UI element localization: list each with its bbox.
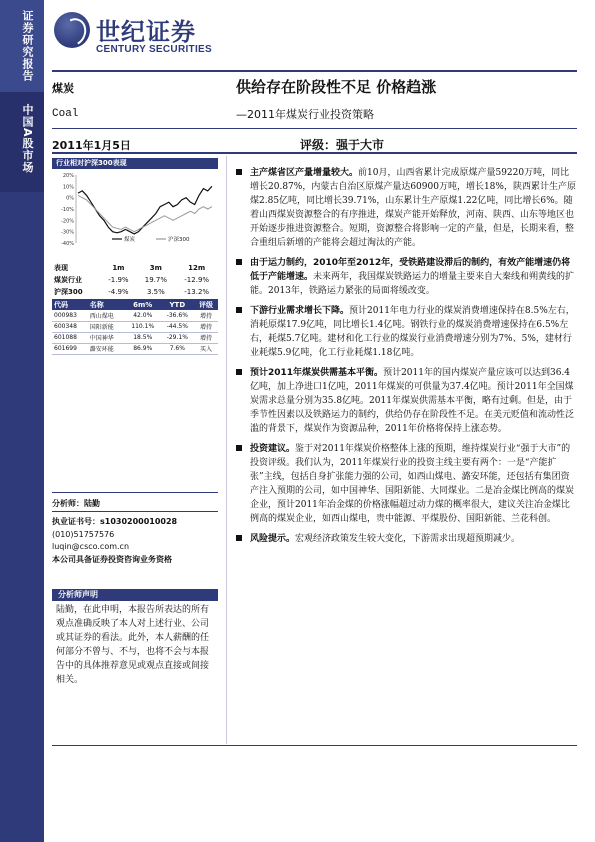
chart-series-line — [78, 186, 212, 234]
table-row — [52, 310, 218, 321]
bullet-text: 宏观经济政策发生较大变化，下游需求出现超预期减少。 — [295, 534, 521, 544]
header-mid-rule — [52, 128, 577, 129]
stock-cell: 买入 — [194, 343, 218, 354]
chart-y-tick-label: -20% — [61, 218, 74, 225]
chart-y-tick-label: -10% — [61, 207, 74, 213]
list-item — [236, 256, 576, 298]
header-bottom-rule — [52, 152, 577, 154]
stock-cell: 110.1% — [125, 321, 161, 332]
stock-cell: 增持 — [194, 332, 218, 343]
performance-header-row — [52, 262, 218, 274]
stock-cell: 18.5% — [125, 332, 161, 343]
performance-table — [52, 262, 218, 298]
analyst-mid-rule — [52, 511, 218, 512]
bullet-text: 预计2011年的国内煤炭产量应该可以达到36.4亿吨，加上净进口1亿吨，2011年煤炭的可供量为37.4亿吨。预计2011年全国煤炭需求总量分别为35.8亿吨。2011年煤炭供需基本平衡，略有过剩。但是，由于季节性因素以及铁路运力的制约，供给仍存在阶段性不足。在美元贬值和流动性泛滥的背景下，煤炭作为资源品种，2011年价格将保持上涨态势。 — [250, 368, 575, 434]
company-logo — [54, 12, 264, 66]
logo-globe-icon — [54, 12, 90, 48]
list-item — [236, 366, 576, 436]
square-bullet-icon — [236, 369, 242, 375]
analyst-email-link[interactable]: luqin@csco.com.cn — [52, 542, 130, 551]
stock-header-cell: 名称 — [88, 299, 125, 310]
rating-label: 评级：强于大市 — [300, 138, 385, 152]
square-bullet-icon — [236, 535, 242, 541]
square-bullet-icon — [236, 259, 242, 265]
list-item — [236, 532, 576, 546]
stock-cell: 潞安环能 — [88, 343, 125, 354]
list-item — [236, 442, 576, 526]
bullet-text: 预计2011年电力行业的煤炭消费增速保持在8.5%左右，消耗原煤17.9亿吨，同比增长1.4亿吨。钢铁行业的煤炭消费增速保持在6.5%左右，耗煤5.7亿吨。建材和化工行业的煤炭行业消费增速分别为7%、5%，建材行业耗煤5.9亿吨，化工行业耗煤1.18亿吨。 — [250, 306, 575, 358]
stock-table — [52, 299, 218, 355]
chart-y-tick-label: 20% — [62, 173, 74, 179]
performance-header-cell: 3m — [149, 264, 162, 272]
stock-cell: 601699 — [52, 343, 88, 354]
sidebar — [0, 0, 44, 842]
stock-cell: 国阳新能 — [88, 321, 125, 332]
performance-cell: 沪深300 — [54, 288, 83, 296]
bullet-text: 前10月，山西省累计完成原煤产量59220万吨，同比增长20.87%，内蒙古自治区原煤产量达60900万吨，增长18%，陕西累计生产原煤2.85亿吨，同比增长39.71%，山东累计生产原煤1.22亿吨，同比增长6%。随着山西煤炭资源整合的有序推进，煤炭产能开始释放，河南、陕西、山东等地区也开始逐步推进资源整合。短期，资源整合将影响一定的产量，但是，长期来看，整合重组后新增的产能将会超过淘汰的产能。 — [250, 168, 576, 248]
analyst-top-rule — [52, 492, 218, 493]
square-bullet-icon — [236, 169, 242, 175]
performance-cell: 3.5% — [146, 288, 165, 296]
industry-name-en: Coal — [52, 108, 79, 120]
chart-y-tick-label: -40% — [61, 241, 74, 247]
table-row — [52, 321, 218, 332]
performance-header-cell: 表现 — [54, 264, 68, 272]
statement-title: 分析师声明 — [52, 589, 218, 601]
list-item — [236, 304, 576, 360]
square-bullet-icon — [236, 307, 242, 313]
stock-cell: 601088 — [52, 332, 88, 343]
square-bullet-icon — [236, 445, 242, 451]
analyst-statement — [52, 589, 218, 695]
logo-name-en: CENTURY SECURITIES — [96, 44, 212, 55]
sidebar-label-report: 证券研究报告 — [21, 10, 34, 82]
key-points — [236, 166, 576, 552]
table-row — [52, 274, 218, 286]
chart-plot — [52, 169, 218, 256]
statement-body: 陆勤，在此申明，本报告所表达的所有观点准确反映了本人对上述行业、公司或其证券的看法。此外，本人薪酬的任何部分不曾与、不与，也将不会与本报告中的具体推荐意见或观点直接或间接相关。 — [56, 605, 210, 685]
stock-cell: 000983 — [52, 310, 88, 321]
bullet-text: 鉴于对2011年煤炭价格整体上涨的预期，维持煤炭行业“强于大市”的投资评级。我们认为，2011年煤炭行业的投资主线主要有两个：一是“产能扩张”主线，包括自身扩张能力强的公司，如西山煤电、潞安环能，还包括有集团资产注入预期的公司，如中国神华、国阳新能、大同煤业。二是冶金煤比例高的煤炭企业，预计2011年冶金煤的价格涨幅超过动力煤的概率很大，建议关注冶金煤比例高的煤炭企业，如西山煤电，贵中能源、平煤股份、国阳新能、兰花科创。 — [250, 444, 575, 524]
stock-cell: 600348 — [52, 321, 88, 332]
report-subtitle: —2011年煤炭行业投资策略 — [236, 108, 374, 121]
bullet-lead: 风险提示。 — [250, 534, 296, 544]
stock-cell: 中国神华 — [88, 332, 125, 343]
industry-name-cn: 煤炭 — [52, 82, 74, 95]
stock-header-row — [52, 299, 218, 310]
stock-cell: -29.1% — [161, 332, 194, 343]
stock-cell: 增持 — [194, 310, 218, 321]
column-divider — [226, 156, 227, 744]
bullet-lead: 由于运力制约，2010年至2012年，受铁路建设滞后的制约，有效产能增速仍将低于产能增速。 — [250, 258, 571, 282]
bullet-lead: 主产煤省区产量增量较大。 — [250, 168, 359, 178]
analyst-certificate: 执业证书号：s1030200010028 — [52, 517, 178, 526]
table-row — [52, 286, 218, 298]
footer-rule — [52, 745, 577, 746]
stock-header-cell: 6m% — [125, 299, 161, 310]
performance-cell: 19.7% — [144, 276, 167, 284]
list-item — [236, 166, 576, 250]
relative-performance-chart — [52, 158, 218, 256]
table-row — [52, 332, 218, 343]
chart-legend-label: 煤炭 — [124, 237, 136, 243]
bullet-text: 未来两年，我国煤炭铁路运力的增量主要来自大秦线和朔黄线的扩能。2013年，铁路运力紧张的局面将缓改变。 — [250, 272, 575, 296]
performance-header-cell: 1m — [112, 264, 125, 272]
logo-name-cn: 世纪证券 — [96, 18, 196, 46]
stock-header-cell: 评级 — [194, 299, 218, 310]
table-row — [52, 343, 218, 354]
stock-cell: 7.6% — [161, 343, 194, 354]
analyst-name: 分析师：陆勤 — [52, 499, 100, 508]
header-top-rule — [52, 70, 577, 72]
stock-cell: 增持 — [194, 321, 218, 332]
chart-y-tick-label: 0% — [66, 195, 74, 202]
report-title: 供给存在阶段性不足 价格趋涨 — [236, 78, 437, 96]
performance-cell: -4.9% — [108, 288, 129, 296]
stock-cell: 西山煤电 — [88, 310, 125, 321]
performance-cell: -12.9% — [184, 276, 210, 284]
performance-cell: -1.9% — [108, 276, 129, 284]
bullet-lead: 投资建议。 — [250, 444, 296, 454]
chart-title: 行业相对沪深300表现 — [52, 158, 218, 169]
sidebar-label-market: 中国A股市场 — [21, 104, 34, 174]
bullet-lead: 预计2011年煤炭供需基本平衡。 — [250, 368, 384, 378]
stock-header-cell: 代码 — [52, 299, 88, 310]
performance-cell: 煤炭行业 — [54, 276, 82, 284]
chart-legend-label: 沪深300 — [168, 237, 190, 243]
performance-header-cell: 12m — [188, 264, 206, 272]
chart-y-tick-label: 10% — [62, 184, 74, 191]
performance-cell: -13.2% — [184, 288, 210, 296]
company-qualification: 本公司具备证券投资咨询业务资格 — [52, 555, 172, 564]
chart-y-tick-label: -30% — [61, 229, 74, 236]
bullet-lead: 下游行业需求增长下降。 — [250, 306, 350, 316]
analyst-phone: (010)51757576 — [52, 530, 115, 539]
stock-cell: 86.9% — [125, 343, 161, 354]
report-date: 2011年1月5日 — [52, 139, 131, 152]
stock-cell: -44.5% — [161, 321, 194, 332]
stock-cell: -36.6% — [161, 310, 194, 321]
stock-header-cell: YTD — [161, 299, 194, 310]
stock-cell: 42.0% — [125, 310, 161, 321]
